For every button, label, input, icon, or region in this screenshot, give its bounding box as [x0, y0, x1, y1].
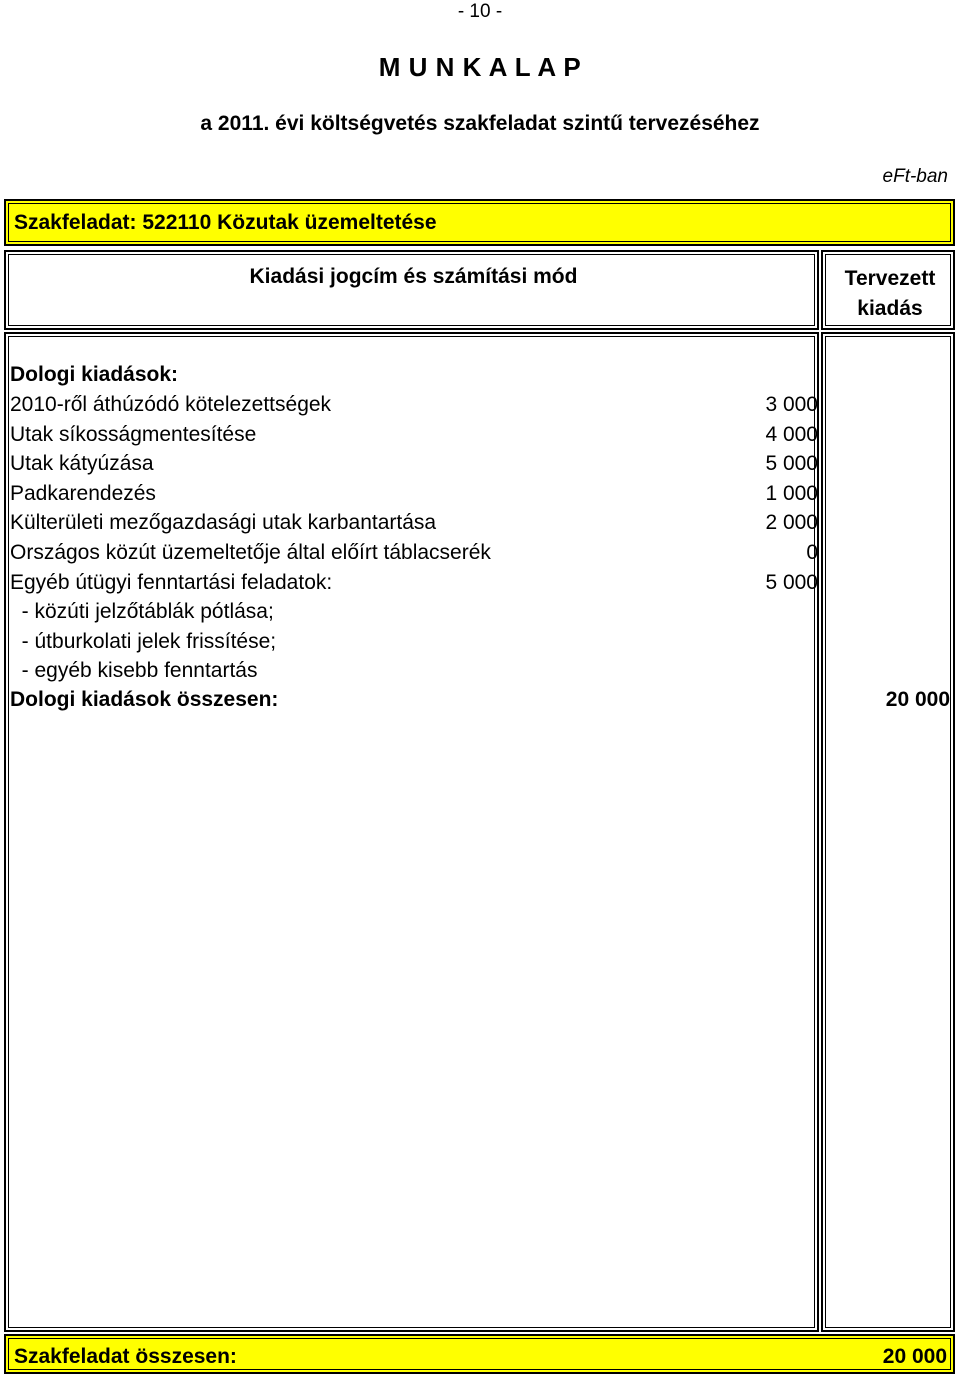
item-label: Utak kátyúzása [10, 452, 154, 475]
item-amount: 4 000 [765, 423, 818, 446]
item-label: Utak síkosságmentesítése [10, 423, 257, 446]
item-amount: 0 [806, 541, 818, 564]
sub-item: - útburkolati jelek frissítése; [10, 630, 277, 653]
item-amount: 3 000 [765, 393, 818, 416]
section-total-label: Szakfeladat összesen: [14, 1345, 237, 1368]
item-amount: 5 000 [765, 452, 818, 475]
item-label: 2010-ről áthúzódó kötelezettségek [10, 393, 332, 416]
item-amount: 1 000 [765, 482, 818, 505]
section-total-amount: 20 000 [882, 1345, 947, 1368]
group-total-label: Dologi kiadások összesen: [10, 688, 279, 711]
sub-item: - közúti jelzőtáblák pótlása; [10, 600, 274, 623]
item-amount: 2 000 [765, 511, 818, 534]
item-label: Padkarendezés [10, 482, 156, 505]
group-total-amount: 20 000 [885, 688, 950, 711]
item-label: Külterületi mezőgazdasági utak karbantartása [10, 511, 437, 534]
group-title: Dologi kiadások: [10, 363, 179, 386]
column-header-planned-line1: Tervezett [844, 267, 936, 290]
column-header-planned-label [823, 264, 957, 324]
page-title: M U N K A L A P [378, 52, 582, 82]
section-title: Szakfeladat: 522110 Közutak üzemeltetése [14, 211, 437, 234]
column-header-planned-line2: kiadás [857, 297, 923, 320]
amount-column [821, 332, 955, 1332]
unit-label: eFt-ban [882, 166, 948, 187]
item-amount: 5 000 [765, 571, 818, 594]
column-header-description-label: Kiadási jogcím és számítási mód [249, 265, 578, 288]
section-header [4, 199, 955, 246]
sub-item: - egyéb kisebb fenntartás [10, 659, 258, 682]
page-subtitle: a 2011. évi költségvetés szakfeladat szintű tervezéséhez [200, 112, 760, 135]
item-label: Egyéb útügyi fenntartási feladatok: [10, 571, 333, 594]
column-header-description [4, 250, 819, 330]
page-number: - 10 - [457, 1, 503, 22]
column-header-planned [821, 250, 955, 330]
section-total [4, 1334, 955, 1374]
item-label: Országos közút üzemeltetője által előírt táblacserék [10, 541, 491, 564]
